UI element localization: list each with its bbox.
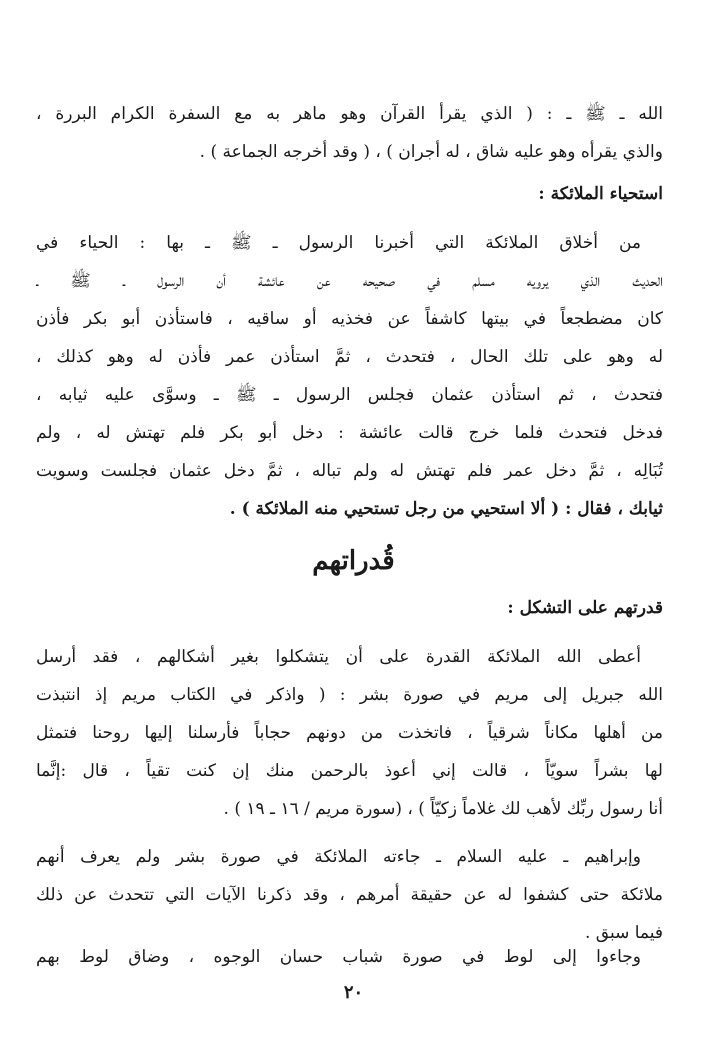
text-line: ملائكة حتى كشفوا له عن حقيقة أمرهم ، وقد ذكرنا الآيات التي تتحدث عن ذلك bbox=[36, 885, 663, 905]
paragraph-shapeshifting bbox=[36, 638, 663, 828]
section-heading-shyness: استحياء الملائكة : bbox=[538, 184, 663, 204]
text-line: لها بشراً سويّاً ، قالت إني أعوذ بالرحمن منك إن كنت تقياً ، قال :إنَّما bbox=[36, 761, 663, 781]
text-line: له وهو على تلك الحال ، فتحدث ، ثمَّ استأذن عمر فأذن له وهو كذلك ، bbox=[36, 347, 663, 367]
paragraph-shyness bbox=[36, 224, 663, 528]
text-line: فتحدث ، ثم استأذن عثمان فجلس الرسول ـ ﷺ ـ وسوَّى عليه ثيابه ، bbox=[36, 385, 663, 405]
paragraph-top bbox=[36, 95, 663, 171]
text-line: فيما سبق . bbox=[584, 923, 663, 943]
text-line: كان مضطجعاً في بيتها كاشفاً عن فخذيه أو ساقيه ، فاستأذن أبو بكر فأذن bbox=[36, 309, 663, 329]
text-line: الحديث الذي يرويه مسلم في صحيحه عن عائشة أن الرسول ـ ﷺ ـ bbox=[36, 271, 663, 291]
text-line: أعطى الله الملائكة القدرة على أن يتشكلوا بغير أشكالهم ، فقد أرسل bbox=[36, 647, 641, 667]
chapter-title: قُدراتهم bbox=[312, 546, 395, 576]
text-line: فدخل فتحدث فلما خرج قالت عائشة : دخل أبو بكر فلم تهتش له ، ولم bbox=[36, 423, 663, 443]
text-line: من أخلاق الملائكة التي أخبرنا الرسول ـ ﷺ ـ بها : الحياء في bbox=[36, 233, 641, 253]
text-line: تُبَالِه ، ثمَّ دخل عمر فلم تهتش له ولم تباله ، ثمَّ دخل عثمان فجلست وسويت bbox=[36, 461, 663, 481]
page-number: ٢٠ bbox=[343, 982, 364, 1003]
text-line: الله ـ ﷺ ـ : ( الذي يقرأ القرآن وهو ماهر به مع السفرة الكرام البررة ، bbox=[36, 104, 663, 124]
text-line: أنا رسول ربِّك لأهب لك غلاماً زكيّاً ) ، (سورة مريم / ١٦ ـ ١٩ ) . bbox=[223, 799, 663, 819]
section-heading-shapeshifting: قدرتهم على التشكل : bbox=[507, 598, 663, 618]
text-line: وإبراهيم ـ عليه السلام ـ جاءته الملائكة في صورة بشر ولم يعرف أنهم bbox=[36, 847, 641, 867]
paragraph-lut bbox=[36, 938, 663, 976]
paragraph-ibrahim bbox=[36, 838, 663, 952]
text-line: من أهلها مكاناً شرقياً ، فاتخذت من دونهم حجاباً فأرسلنا إليها روحنا فتمثل bbox=[36, 723, 663, 743]
text-line: والذي يقرأه وهو عليه شاق ، له أجران ) ، ( وقد أخرجه الجماعة ) . bbox=[199, 142, 663, 162]
text-line: وجاءوا إلى لوط في صورة شباب حسان الوجوه ، وضاق لوط بهم bbox=[36, 947, 641, 967]
text-line: الله جبريل إلى مريم في صورة بشر : ( واذكر في الكتاب مريم إذ انتبذت bbox=[36, 685, 663, 705]
text-line: ثيابك ، فقال : ( ألا استحيي من رجل تستحيي منه الملائكة ) . bbox=[229, 499, 663, 519]
